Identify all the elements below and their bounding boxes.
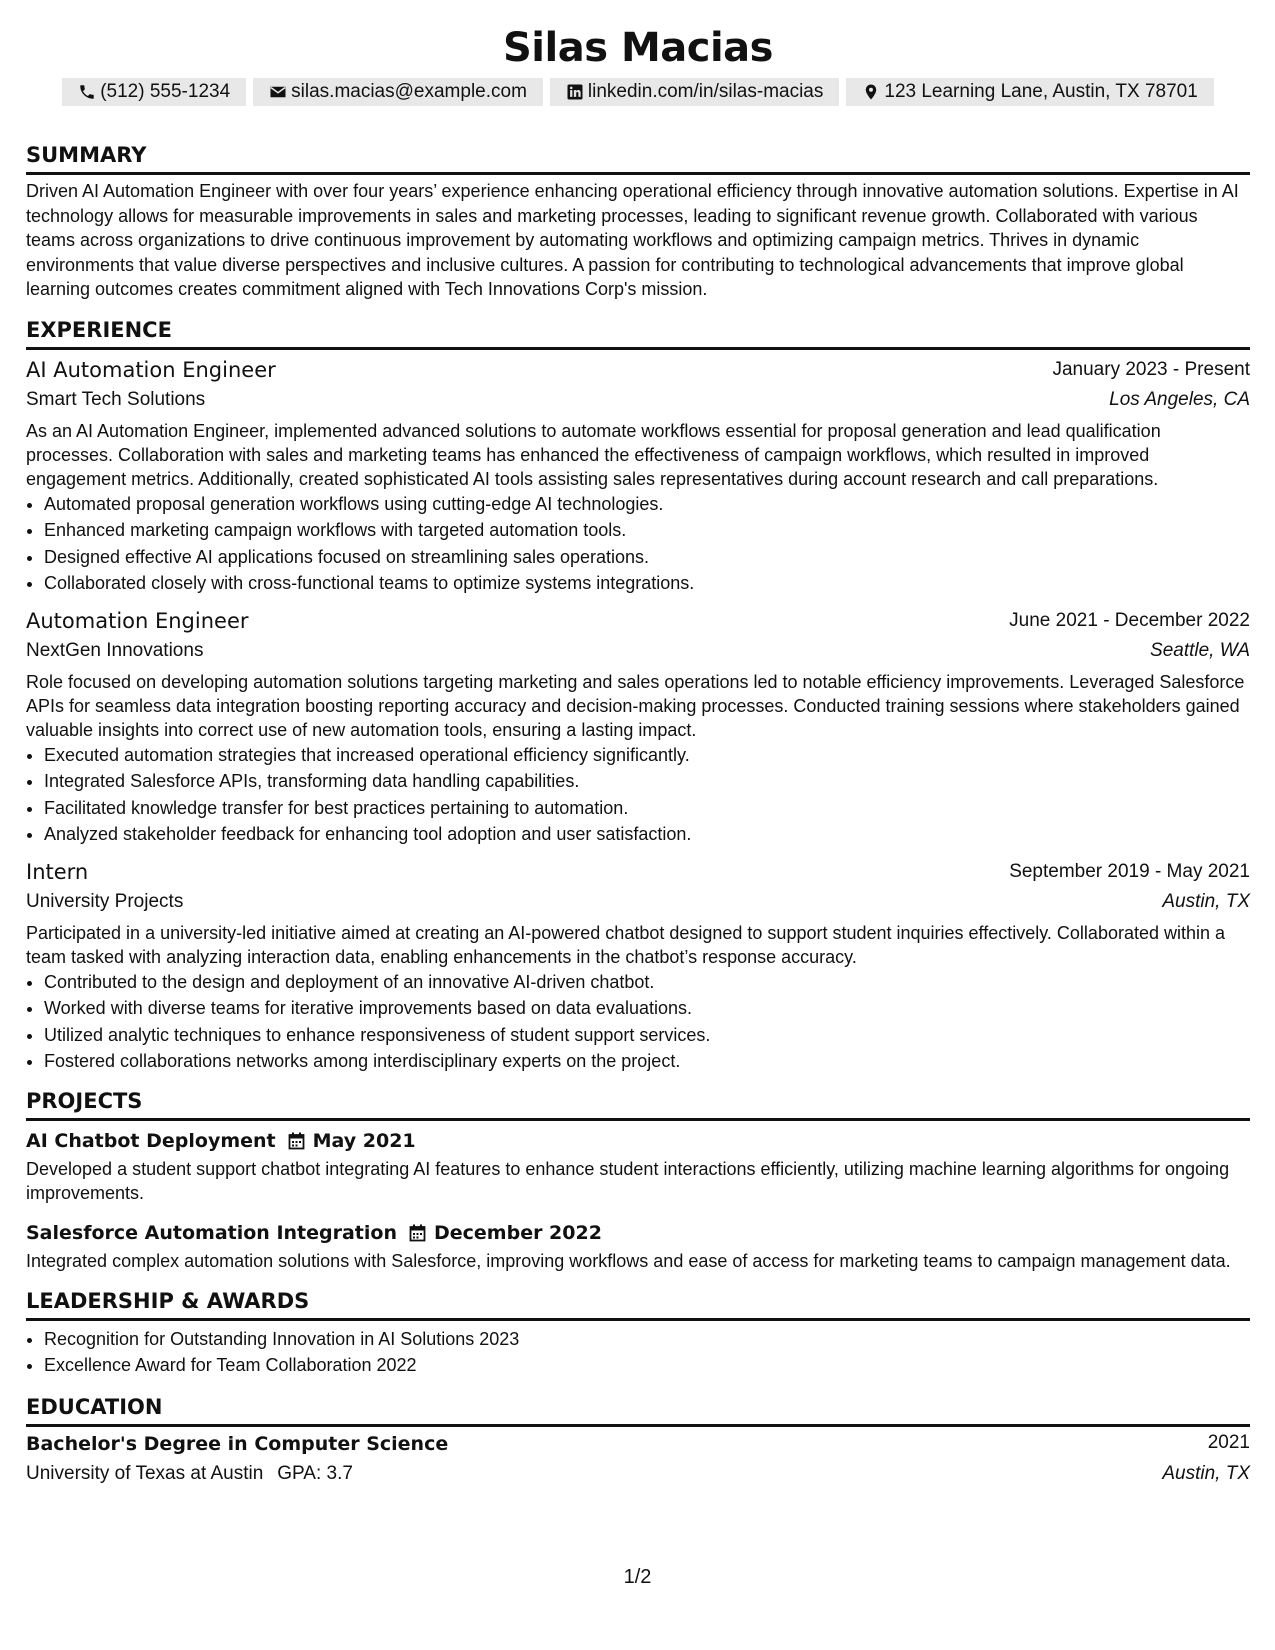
job-bullets (26, 742, 1250, 848)
awards-list (26, 1326, 1250, 1379)
project-description: Developed a student support chatbot integrating AI features to enhance student interactions efficiently, utilizing machine learning algorithms for ongoing improvements. (26, 1158, 1230, 1203)
summary-section (26, 141, 1250, 302)
job-entry (26, 355, 1250, 597)
list-item: • Worked with diverse teams for iterative improvements based on data evaluations. (44, 995, 1250, 1022)
list-item: • Fostered collaborations networks among interdisciplinary experts on the project. (44, 1048, 1250, 1075)
list-item: • Executed automation strategies that increased operational efficiency significantly. (44, 742, 1250, 769)
job-dates: January 2023 - Present (1052, 358, 1250, 380)
resume-page (26, 0, 1250, 1489)
contact-linkedin[interactable] (550, 78, 839, 106)
experience-section (26, 316, 1250, 1075)
job-entry (26, 857, 1250, 1075)
job-location: Austin, TX (1162, 890, 1250, 912)
phone-icon (78, 83, 96, 101)
project-date: May 2021 (312, 1129, 416, 1152)
job-bullets (26, 969, 1250, 1075)
job-location: Seattle, WA (1150, 639, 1250, 661)
job-company: University Projects (26, 890, 184, 912)
list-item: • Analyzed stakeholder feedback for enhancing tool adoption and user satisfaction. (44, 821, 1250, 848)
summary-text: Driven AI Automation Engineer with over four years’ experience enhancing operational efficiency through innovative automation solutions. Expertise in AI technology allows for measurable improvements in sales and marketing processes, leading to significant revenue growth. Collaborated with various teams across organizations to drive continuous improvement by automating workflows and optimizing campaign metrics. Thrives in dynamic environments that value diverse perspectives and inclusive cultures. A passion for contributing to technological advancements that improve global learning outcomes creates commitment aligned with Tech Innovations Corp's mission. (26, 181, 1239, 299)
school-location: Austin, TX (1162, 1462, 1250, 1484)
experience-heading: EXPERIENCE (26, 316, 1250, 350)
list-item: • Collaborated closely with cross-functional teams to optimize systems integrations. (44, 570, 1250, 597)
job-description: As an AI Automation Engineer, implemented advanced solutions to automate workflows essential for proposal generation and lead qualification processes. Collaboration with sales and marketing teams has enhanced the effectiveness of campaign workflows, which resulted in improved engagement metrics. Additionally, created sophisticated AI tools assisting sales representatives during account research and call preparations. (26, 420, 1161, 489)
job-title: Automation Engineer (26, 608, 249, 633)
leadership-heading: LEADERSHIP & AWARDS (26, 1287, 1250, 1321)
job-bullets (26, 491, 1250, 597)
education-section (26, 1393, 1250, 1489)
project-entry (26, 1125, 1250, 1205)
projects-section (26, 1087, 1250, 1273)
page-number: 1/2 (623, 1566, 652, 1588)
contact-bar (26, 78, 1250, 106)
list-item: • Recognition for Outstanding Innovation in AI Solutions 2023 (44, 1326, 1250, 1353)
gpa-value: GPA: 3.7 (277, 1462, 353, 1484)
contact-phone-text: (512) 555-1234 (100, 81, 231, 102)
list-item: • Utilized analytic techniques to enhance responsiveness of student support services. (44, 1022, 1250, 1049)
list-item: • Excellence Award for Team Collaboration 2022 (44, 1352, 1250, 1379)
list-item: • Facilitated knowledge transfer for best practices pertaining to automation. (44, 795, 1250, 822)
summary-heading: SUMMARY (26, 141, 1250, 175)
list-item: • Contributed to the design and deployment of an innovative AI-driven chatbot. (44, 969, 1250, 996)
project-entry (26, 1217, 1250, 1273)
leadership-section (26, 1287, 1250, 1379)
job-company: NextGen Innovations (26, 639, 204, 661)
project-name: Salesforce Automation Integration (26, 1221, 397, 1244)
job-title: Intern (26, 859, 89, 884)
project-description: Integrated complex automation solutions with Salesforce, improving workflows and ease of access for marketing teams to campaign management data. (26, 1250, 1231, 1271)
linkedin-icon (566, 83, 584, 101)
project-date: December 2022 (433, 1221, 602, 1244)
list-item: • Automated proposal generation workflows using cutting-edge AI technologies. (44, 491, 1250, 518)
job-description: Role focused on developing automation solutions targeting marketing and sales operations led to notable efficiency improvements. Leveraged Salesforce APIs for seamless data integration boosting reporting accuracy and decision-making processes. Conducted training sessions where stakeholders gained valuable insights into correct use of new automation tools, ensuring a lasting impact. (26, 671, 1245, 740)
list-item: • Integrated Salesforce APIs, transforming data handling capabilities. (44, 768, 1250, 795)
calendar-icon (409, 1224, 426, 1242)
job-dates: June 2021 - December 2022 (1009, 609, 1250, 631)
envelope-icon (269, 83, 287, 101)
contact-address (846, 78, 1213, 106)
calendar-icon (288, 1132, 305, 1150)
projects-heading: PROJECTS (26, 1087, 1250, 1121)
job-title: AI Automation Engineer (26, 357, 276, 382)
job-location: Los Angeles, CA (1109, 388, 1250, 410)
contact-linkedin-text: linkedin.com/in/silas-macias (587, 81, 824, 102)
degree-year: 2021 (1207, 1431, 1250, 1453)
education-heading: EDUCATION (26, 1393, 1250, 1427)
job-description: Participated in a university-led initiative aimed at creating an AI-powered chatbot designed to support student inquiries effectively. Collaborated within a team tasked with analyzing interaction data, enabling enhancements in the chatbot’s response accuracy. (26, 922, 1226, 967)
list-item: • Enhanced marketing campaign workflows with targeted automation tools. (44, 517, 1250, 544)
contact-address-text: 123 Learning Lane, Austin, TX 78701 (884, 81, 1198, 102)
candidate-name: Silas Macias (503, 25, 773, 71)
map-pin-icon (862, 83, 880, 101)
school-name: University of Texas at Austin (26, 1462, 264, 1484)
job-company: Smart Tech Solutions (26, 388, 206, 410)
degree-title: Bachelor's Degree in Computer Science (26, 1432, 449, 1455)
project-name: AI Chatbot Deployment (26, 1129, 276, 1152)
contact-phone[interactable] (62, 78, 246, 106)
contact-email-text: silas.macias@example.com (291, 81, 527, 102)
job-entry (26, 606, 1250, 848)
job-dates: September 2019 - May 2021 (1009, 860, 1250, 882)
contact-email[interactable] (253, 78, 543, 106)
list-item: • Designed effective AI applications focused on streamlining sales operations. (44, 544, 1250, 571)
